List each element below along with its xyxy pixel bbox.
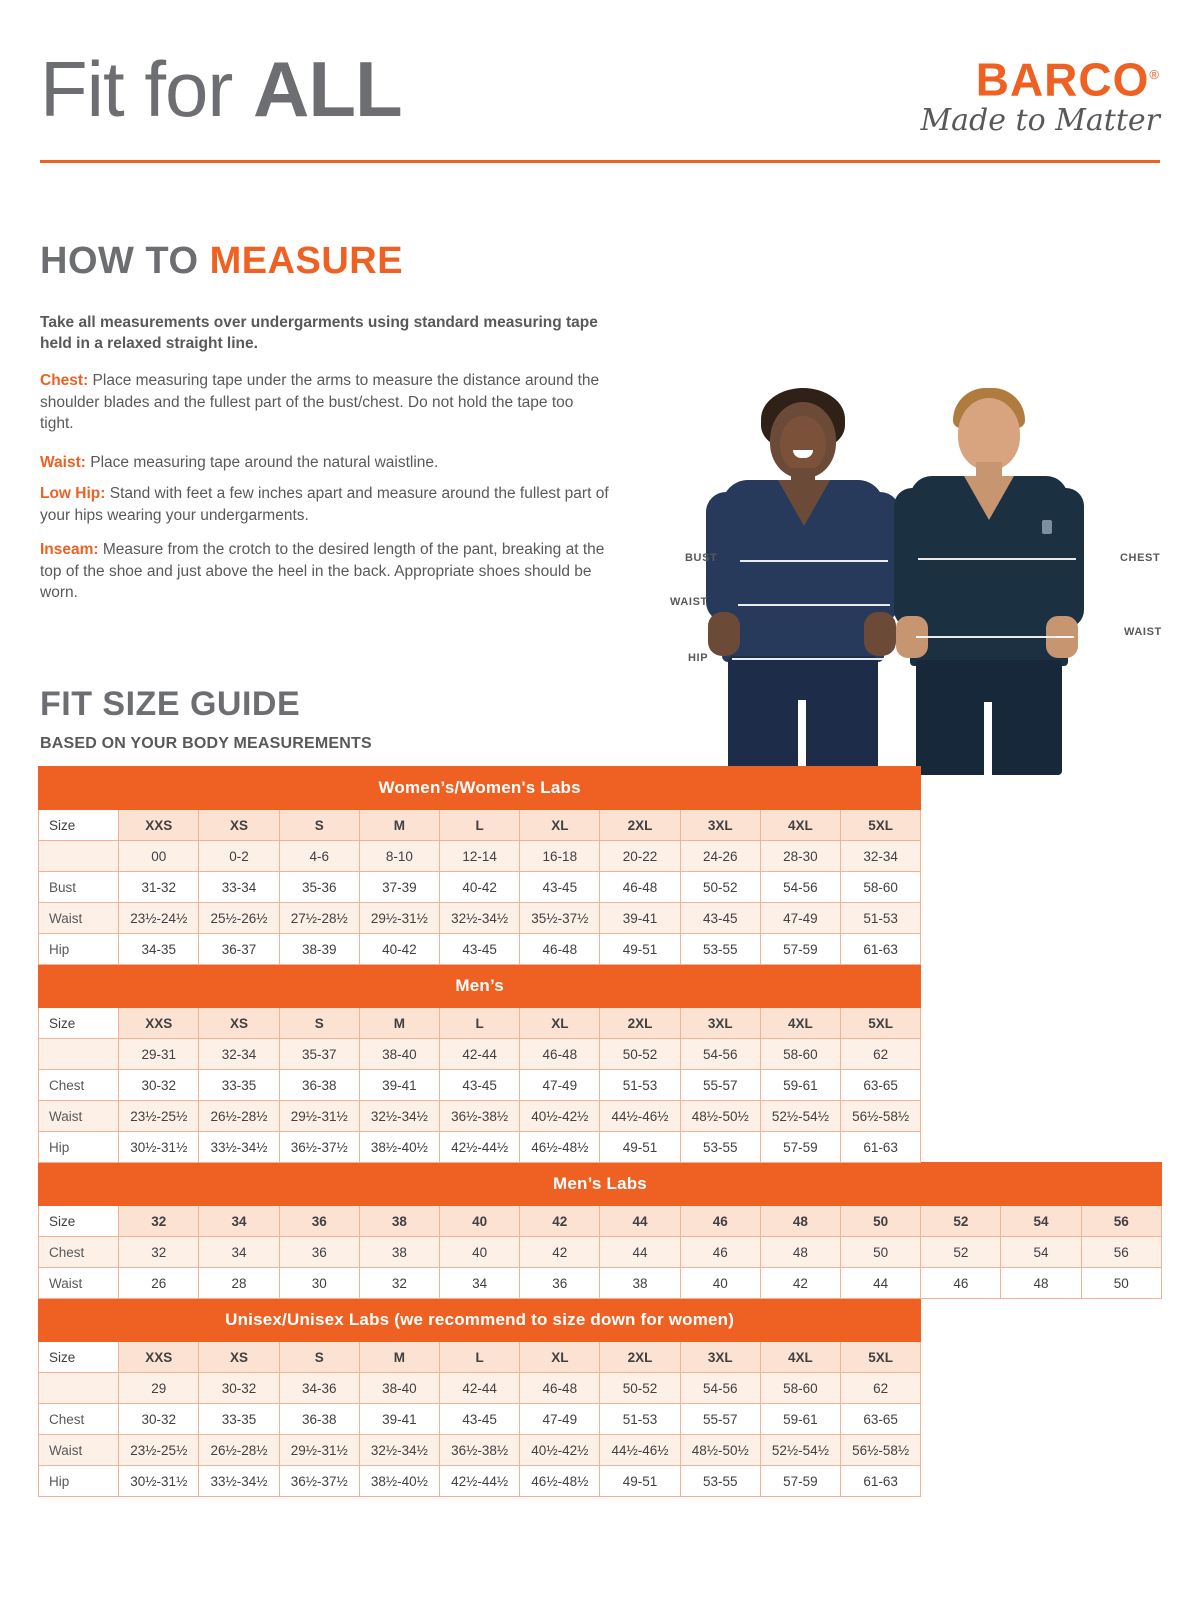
- table-cell: 57-59: [760, 1466, 840, 1497]
- table-cell: 40: [680, 1268, 760, 1299]
- table-cell: 28: [199, 1268, 279, 1299]
- table-cell: 20-22: [600, 841, 680, 872]
- table-cell: 56½-58½: [841, 1101, 921, 1132]
- table-cell: 44: [841, 1268, 921, 1299]
- size-tables: [38, 766, 1162, 1497]
- table-size-header: XXS: [119, 1342, 199, 1373]
- table-cell: 56½-58½: [841, 1435, 921, 1466]
- measure-item-chest: [40, 370, 610, 435]
- table-cell: 32½-34½: [359, 1435, 439, 1466]
- table-cell: 39-41: [359, 1404, 439, 1435]
- table-row: [39, 841, 1162, 872]
- table-size-header: 4XL: [760, 1008, 840, 1039]
- table-cell: 35-37: [279, 1039, 359, 1070]
- table-cell: 50-52: [680, 872, 760, 903]
- table-cell: 46-48: [600, 872, 680, 903]
- table-size-header: L: [440, 1008, 520, 1039]
- table-cell: 54-56: [760, 872, 840, 903]
- table-row-label: [39, 1373, 119, 1404]
- table-cell: 26½-28½: [199, 1101, 279, 1132]
- table-band-row: [39, 767, 1162, 810]
- registered-mark: ®: [1149, 67, 1160, 82]
- table-size-header: XL: [520, 810, 600, 841]
- table-cell: 46: [680, 1237, 760, 1268]
- brand-name: [920, 52, 1160, 106]
- table-cell: 29½-31½: [359, 903, 439, 934]
- table-cell: 30-32: [119, 1070, 199, 1101]
- table-cell: 42-44: [440, 1373, 520, 1404]
- table-size-header: XS: [199, 1342, 279, 1373]
- table-size-header: XS: [199, 1008, 279, 1039]
- table-cell: 62: [841, 1039, 921, 1070]
- table-cell: 33½-34½: [199, 1466, 279, 1497]
- table-cell: 26: [119, 1268, 199, 1299]
- table-cell: 28-30: [760, 841, 840, 872]
- table-band-label: Unisex/Unisex Labs (we recommend to size down for women): [39, 1299, 921, 1342]
- page-title: [40, 46, 402, 132]
- table-row-label: Chest: [39, 1070, 119, 1101]
- table-cell: 49-51: [600, 1132, 680, 1163]
- models-illustration: [660, 380, 1160, 775]
- table-cell: 36½-38½: [440, 1435, 520, 1466]
- table-size-header: XL: [520, 1008, 600, 1039]
- table-cell: 29: [119, 1373, 199, 1404]
- table-cell: 40½-42½: [520, 1435, 600, 1466]
- table-cell: 38-40: [359, 1373, 439, 1404]
- label-bust: BUST: [685, 552, 718, 564]
- table-row-label: Chest: [39, 1404, 119, 1435]
- table-cell: 36½-37½: [279, 1132, 359, 1163]
- table-row-label: [39, 841, 119, 872]
- page-header: [40, 46, 1160, 156]
- table-cell: 62: [841, 1373, 921, 1404]
- table-size-header: XXS: [119, 810, 199, 841]
- male-model-leg-gap: [984, 702, 992, 775]
- table-cell: 48½-50½: [680, 1101, 760, 1132]
- header-divider: [40, 160, 1160, 163]
- table-cell: 36½-37½: [279, 1466, 359, 1497]
- table-cell: 51-53: [841, 903, 921, 934]
- table-cell: 25½-26½: [199, 903, 279, 934]
- table-cell: 47-49: [520, 1070, 600, 1101]
- table-size-header: 3XL: [680, 1342, 760, 1373]
- table-cell: 58-60: [841, 872, 921, 903]
- table-cell: 43-45: [440, 934, 520, 965]
- table-row-label: Bust: [39, 872, 119, 903]
- table-row: [39, 934, 1162, 965]
- table-cell: 32-34: [199, 1039, 279, 1070]
- female-model-leg-gap: [798, 700, 806, 775]
- table-cell: 48½-50½: [680, 1435, 760, 1466]
- table-header-row: [39, 1206, 1162, 1237]
- table-cell: 36½-38½: [440, 1101, 520, 1132]
- table-size-header: L: [440, 810, 520, 841]
- table-cell: 57-59: [760, 934, 840, 965]
- chest-measure-line: [918, 558, 1076, 560]
- table-size-header: 32: [119, 1206, 199, 1237]
- table-size-header: 3XL: [680, 1008, 760, 1039]
- table-cell: 43-45: [440, 1404, 520, 1435]
- table-cell: 38½-40½: [359, 1132, 439, 1163]
- table-size-header: XL: [520, 1342, 600, 1373]
- table-size-header: L: [440, 1342, 520, 1373]
- table-size-header: 4XL: [760, 1342, 840, 1373]
- table-row: [39, 1101, 1162, 1132]
- table-row-label: Waist: [39, 1101, 119, 1132]
- table-cell: 50: [841, 1237, 921, 1268]
- table-cell: 58-60: [760, 1039, 840, 1070]
- table-size-header: 2XL: [600, 810, 680, 841]
- page-title-bold: ALL: [253, 45, 402, 133]
- table-cell: 40½-42½: [520, 1101, 600, 1132]
- table-row: [39, 1268, 1162, 1299]
- table-cell: 32: [119, 1237, 199, 1268]
- table-cell: 8-10: [359, 841, 439, 872]
- table-cell: 30½-31½: [119, 1132, 199, 1163]
- table-row: [39, 1039, 1162, 1070]
- table-cell: 38: [359, 1237, 439, 1268]
- table-cell: 52: [921, 1237, 1001, 1268]
- table-cell: 53-55: [680, 1466, 760, 1497]
- table-cell: 36: [279, 1237, 359, 1268]
- table-cell: 29½-31½: [279, 1435, 359, 1466]
- table-cell: 54: [1001, 1237, 1081, 1268]
- table-cell: 63-65: [841, 1070, 921, 1101]
- table-cell: 48: [1001, 1268, 1081, 1299]
- table-cell: 36-37: [199, 934, 279, 965]
- table-cell: 49-51: [600, 1466, 680, 1497]
- table-cell: 54-56: [680, 1039, 760, 1070]
- table-cell: 59-61: [760, 1404, 840, 1435]
- table-cell: 56: [1081, 1237, 1161, 1268]
- table-cell: 49-51: [600, 934, 680, 965]
- table-cell: 58-60: [760, 1373, 840, 1404]
- table-size-header: 2XL: [600, 1008, 680, 1039]
- measure-item-inseam-label: Inseam:: [40, 541, 99, 558]
- table-cell: 32½-34½: [440, 903, 520, 934]
- table-cell: 30-32: [119, 1404, 199, 1435]
- table-row-label: Waist: [39, 1435, 119, 1466]
- table-size-header: 50: [841, 1206, 921, 1237]
- table-size-header: XS: [199, 810, 279, 841]
- how-to-measure-heading-plain: HOW TO: [40, 240, 210, 282]
- table-cell: 40-42: [440, 872, 520, 903]
- label-waist-left: WAIST: [670, 596, 708, 608]
- table-row: [39, 1404, 1162, 1435]
- measure-item-chest-text: Place measuring tape under the arms to measure the distance around the shoulder blades and the fullest part of the bust/chest. Do not hold the tape too tight.: [40, 372, 600, 432]
- table-cell: 33-35: [199, 1070, 279, 1101]
- table-cell: 27½-28½: [279, 903, 359, 934]
- table-size-header: S: [279, 1008, 359, 1039]
- table-cell: 50: [1081, 1268, 1161, 1299]
- table-size-header: 4XL: [760, 810, 840, 841]
- bust-measure-line: [740, 560, 888, 562]
- measure-item-waist: [40, 452, 610, 474]
- table-row: [39, 872, 1162, 903]
- table-cell: 61-63: [841, 1132, 921, 1163]
- table-size-header: 44: [600, 1206, 680, 1237]
- table-size-header: 40: [440, 1206, 520, 1237]
- measure-item-low-hip: [40, 483, 610, 526]
- female-model-face: [780, 416, 826, 472]
- table-size-header: 2XL: [600, 1342, 680, 1373]
- table-cell: 52½-54½: [760, 1101, 840, 1132]
- brand-tagline: Made to Matter: [920, 103, 1160, 139]
- table-cell: 47-49: [520, 1404, 600, 1435]
- table-row-label: Chest: [39, 1237, 119, 1268]
- table-cell: 46-48: [520, 1373, 600, 1404]
- table-cell: 16-18: [520, 841, 600, 872]
- table-row-label: Size: [39, 1342, 119, 1373]
- table-cell: 23½-25½: [119, 1101, 199, 1132]
- table-size-header: 42: [520, 1206, 600, 1237]
- measure-intro-text: Take all measurements over undergarments using standard measuring tape held in a relaxed straight line.: [40, 314, 598, 352]
- table-cell: 46-48: [520, 934, 600, 965]
- table-band-label: Women’s/Women's Labs: [39, 767, 921, 810]
- table-size-header: M: [359, 810, 439, 841]
- table-cell: 54-56: [680, 1373, 760, 1404]
- table-cell: 29-31: [119, 1039, 199, 1070]
- table-cell: 53-55: [680, 934, 760, 965]
- table-cell: 33-35: [199, 1404, 279, 1435]
- table-cell: 50-52: [600, 1039, 680, 1070]
- waist-measure-line-male: [916, 636, 1074, 638]
- table-cell: 46½-48½: [520, 1466, 600, 1497]
- table-size-header: 48: [760, 1206, 840, 1237]
- table-cell: 46: [921, 1268, 1001, 1299]
- table-cell: 31-32: [119, 872, 199, 903]
- label-hip: HIP: [688, 652, 709, 664]
- table-cell: 38-39: [279, 934, 359, 965]
- table-cell: 61-63: [841, 934, 921, 965]
- table-cell: 51-53: [600, 1070, 680, 1101]
- table-cell: 51-53: [600, 1404, 680, 1435]
- table-cell: 34: [440, 1268, 520, 1299]
- female-model-right-hand: [864, 612, 896, 656]
- table-cell: 33½-34½: [199, 1132, 279, 1163]
- measure-item-chest-label: Chest:: [40, 372, 89, 389]
- table-row-label: Waist: [39, 903, 119, 934]
- table-row-label: Waist: [39, 1268, 119, 1299]
- table-header-row: [39, 1342, 1162, 1373]
- table-cell: 39-41: [359, 1070, 439, 1101]
- table-size-header: XXS: [119, 1008, 199, 1039]
- table-cell: 35-36: [279, 872, 359, 903]
- table-row: [39, 1237, 1162, 1268]
- hip-measure-line: [732, 658, 890, 660]
- table-row: [39, 1373, 1162, 1404]
- table-cell: 47-49: [760, 903, 840, 934]
- table-cell: 44: [600, 1237, 680, 1268]
- table-band-label: Men’s: [39, 965, 921, 1008]
- table-cell: 34: [199, 1237, 279, 1268]
- measure-item-waist-label: Waist:: [40, 454, 86, 471]
- brand-logo: [920, 52, 1160, 138]
- table-cell: 48: [760, 1237, 840, 1268]
- table-row: [39, 903, 1162, 934]
- table-cell: 40-42: [359, 934, 439, 965]
- table-size-header: 36: [279, 1206, 359, 1237]
- table-cell: 38-40: [359, 1039, 439, 1070]
- table-size-header: 5XL: [841, 1008, 921, 1039]
- table-size-header: 34: [199, 1206, 279, 1237]
- table-cell: 38½-40½: [359, 1466, 439, 1497]
- table-cell: 53-55: [680, 1132, 760, 1163]
- size-chart-table: [38, 766, 1162, 1497]
- table-cell: 26½-28½: [199, 1435, 279, 1466]
- table-cell: 57-59: [760, 1132, 840, 1163]
- table-cell: 34-35: [119, 934, 199, 965]
- table-size-header: S: [279, 1342, 359, 1373]
- table-cell: 39-41: [600, 903, 680, 934]
- table-cell: 37-39: [359, 872, 439, 903]
- table-cell: 38: [600, 1268, 680, 1299]
- table-cell: 29½-31½: [279, 1101, 359, 1132]
- table-cell: 43-45: [680, 903, 760, 934]
- measure-item-low-hip-label: Low Hip:: [40, 485, 106, 502]
- measure-item-inseam: [40, 539, 610, 604]
- table-size-header: 46: [680, 1206, 760, 1237]
- table-row-label: [39, 1039, 119, 1070]
- table-row-label: Hip: [39, 934, 119, 965]
- page-title-light: Fit for: [40, 45, 254, 133]
- table-cell: 34-36: [279, 1373, 359, 1404]
- table-cell: 40: [440, 1237, 520, 1268]
- table-cell: 36-38: [279, 1404, 359, 1435]
- table-size-header: 54: [1001, 1206, 1081, 1237]
- brand-name-text: BARCO: [975, 53, 1150, 106]
- table-cell: 44½-46½: [600, 1435, 680, 1466]
- table-header-row: [39, 1008, 1162, 1039]
- table-cell: 30: [279, 1268, 359, 1299]
- table-size-header: 38: [359, 1206, 439, 1237]
- table-cell: 00: [119, 841, 199, 872]
- table-size-header: 3XL: [680, 810, 760, 841]
- table-cell: 30-32: [199, 1373, 279, 1404]
- table-row: [39, 1466, 1162, 1497]
- table-cell: 63-65: [841, 1404, 921, 1435]
- table-cell: 12-14: [440, 841, 520, 872]
- table-cell: 42½-44½: [440, 1466, 520, 1497]
- table-row-label: Hip: [39, 1132, 119, 1163]
- waist-measure-line-female: [738, 604, 890, 606]
- female-model-left-hand: [708, 612, 740, 656]
- table-cell: 42: [520, 1237, 600, 1268]
- measure-item-inseam-text: Measure from the crotch to the desired length of the pant, breaking at the top of the shoe and just above the heel in the back. Appropriate shoes should be worn.: [40, 541, 605, 601]
- table-row: [39, 1070, 1162, 1101]
- measure-item-waist-text: Place measuring tape around the natural waistline.: [85, 454, 439, 471]
- male-model-pocket-badge: [1042, 520, 1052, 534]
- table-cell: 43-45: [520, 872, 600, 903]
- table-cell: 32: [359, 1268, 439, 1299]
- table-cell: 36: [520, 1268, 600, 1299]
- table-header-row: [39, 810, 1162, 841]
- table-band-label: Men’s Labs: [39, 1163, 1162, 1206]
- table-cell: 33-34: [199, 872, 279, 903]
- table-cell: 23½-24½: [119, 903, 199, 934]
- table-row-label: Size: [39, 1008, 119, 1039]
- table-cell: 50-52: [600, 1373, 680, 1404]
- table-cell: 55-57: [680, 1070, 760, 1101]
- table-cell: 35½-37½: [520, 903, 600, 934]
- table-cell: 4-6: [279, 841, 359, 872]
- table-size-header: 5XL: [841, 810, 921, 841]
- table-size-header: S: [279, 810, 359, 841]
- table-cell: 32½-34½: [359, 1101, 439, 1132]
- table-cell: 52½-54½: [760, 1435, 840, 1466]
- table-cell: 0-2: [199, 841, 279, 872]
- table-cell: 42½-44½: [440, 1132, 520, 1163]
- table-row-label: Size: [39, 1206, 119, 1237]
- table-row: [39, 1435, 1162, 1466]
- table-cell: 36-38: [279, 1070, 359, 1101]
- label-waist-right: WAIST: [1124, 626, 1162, 638]
- table-size-header: M: [359, 1008, 439, 1039]
- table-cell: 42-44: [440, 1039, 520, 1070]
- table-cell: 43-45: [440, 1070, 520, 1101]
- table-band-row: [39, 1299, 1162, 1342]
- measure-item-low-hip-text: Stand with feet a few inches apart and measure around the fullest part of your hips wearing your undergarments.: [40, 485, 609, 524]
- fit-size-guide-subheading: BASED ON YOUR BODY MEASUREMENTS: [40, 735, 372, 752]
- table-cell: 46-48: [520, 1039, 600, 1070]
- table-cell: 32-34: [841, 841, 921, 872]
- table-size-header: 5XL: [841, 1342, 921, 1373]
- label-chest: CHEST: [1120, 552, 1161, 564]
- table-cell: 61-63: [841, 1466, 921, 1497]
- table-size-header: 56: [1081, 1206, 1161, 1237]
- table-cell: 55-57: [680, 1404, 760, 1435]
- table-cell: 44½-46½: [600, 1101, 680, 1132]
- male-model-head: [958, 398, 1020, 470]
- table-cell: 59-61: [760, 1070, 840, 1101]
- table-size-header: 52: [921, 1206, 1001, 1237]
- table-cell: 30½-31½: [119, 1466, 199, 1497]
- table-row-label: Size: [39, 810, 119, 841]
- table-band-row: [39, 965, 1162, 1008]
- table-cell: 46½-48½: [520, 1132, 600, 1163]
- table-cell: 24-26: [680, 841, 760, 872]
- table-cell: 23½-25½: [119, 1435, 199, 1466]
- table-row-label: Hip: [39, 1466, 119, 1497]
- how-to-measure-heading-accent: MEASURE: [209, 240, 404, 282]
- fit-size-guide-heading: FIT SIZE GUIDE: [40, 685, 301, 723]
- table-row: [39, 1132, 1162, 1163]
- how-to-measure-heading: [40, 240, 403, 283]
- table-band-row: [39, 1163, 1162, 1206]
- table-size-header: M: [359, 1342, 439, 1373]
- table-cell: 42: [760, 1268, 840, 1299]
